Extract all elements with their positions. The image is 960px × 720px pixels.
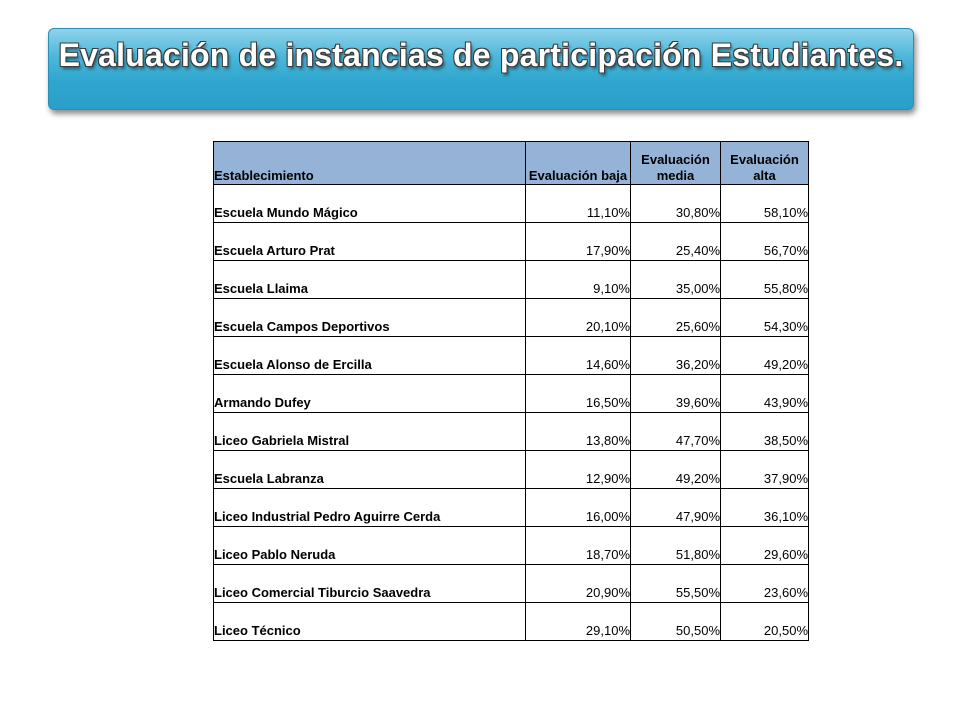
cell-alta: 43,90% xyxy=(721,375,809,413)
cell-baja: 11,10% xyxy=(526,185,631,223)
cell-media: 36,20% xyxy=(631,337,721,375)
cell-alta: 49,20% xyxy=(721,337,809,375)
cell-media: 49,20% xyxy=(631,451,721,489)
table-row xyxy=(214,375,809,413)
cell-baja: 16,50% xyxy=(526,375,631,413)
table-row xyxy=(214,185,809,223)
cell-alta: 29,60% xyxy=(721,527,809,565)
cell-baja: 9,10% xyxy=(526,261,631,299)
table-row xyxy=(214,565,809,603)
table-row xyxy=(214,261,809,299)
cell-establecimiento: Escuela Arturo Prat xyxy=(214,223,526,261)
cell-establecimiento: Escuela Labranza xyxy=(214,451,526,489)
table-row xyxy=(214,451,809,489)
cell-alta: 55,80% xyxy=(721,261,809,299)
cell-baja: 13,80% xyxy=(526,413,631,451)
cell-establecimiento: Liceo Técnico xyxy=(214,603,526,641)
cell-media: 47,70% xyxy=(631,413,721,451)
cell-alta: 38,50% xyxy=(721,413,809,451)
cell-alta: 56,70% xyxy=(721,223,809,261)
cell-alta: 23,60% xyxy=(721,565,809,603)
page-title: Evaluación de instancias de participación Estudiantes. xyxy=(58,37,904,73)
table-header-row xyxy=(214,142,809,185)
cell-baja: 18,70% xyxy=(526,527,631,565)
title-banner xyxy=(48,28,914,110)
table-row xyxy=(214,223,809,261)
cell-establecimiento: Liceo Industrial Pedro Aguirre Cerda xyxy=(214,489,526,527)
table-row xyxy=(214,413,809,451)
table-row xyxy=(214,527,809,565)
cell-baja: 29,10% xyxy=(526,603,631,641)
cell-media: 50,50% xyxy=(631,603,721,641)
cell-baja: 20,10% xyxy=(526,299,631,337)
cell-alta: 54,30% xyxy=(721,299,809,337)
cell-establecimiento: Escuela Mundo Mágico xyxy=(214,185,526,223)
header-establecimiento: Establecimiento xyxy=(214,142,526,185)
cell-baja: 17,90% xyxy=(526,223,631,261)
cell-establecimiento: Liceo Comercial Tiburcio Saavedra xyxy=(214,565,526,603)
header-evaluacion-baja: Evaluación baja xyxy=(526,142,631,185)
cell-media: 25,40% xyxy=(631,223,721,261)
cell-alta: 37,90% xyxy=(721,451,809,489)
cell-establecimiento: Escuela Alonso de Ercilla xyxy=(214,337,526,375)
table-row xyxy=(214,337,809,375)
cell-media: 55,50% xyxy=(631,565,721,603)
cell-alta: 36,10% xyxy=(721,489,809,527)
cell-baja: 12,90% xyxy=(526,451,631,489)
header-evaluacion-media: Evaluación media xyxy=(631,142,721,185)
cell-establecimiento: Armando Dufey xyxy=(214,375,526,413)
cell-alta: 20,50% xyxy=(721,603,809,641)
cell-media: 39,60% xyxy=(631,375,721,413)
cell-establecimiento: Liceo Gabriela Mistral xyxy=(214,413,526,451)
cell-establecimiento: Escuela Campos Deportivos xyxy=(214,299,526,337)
cell-baja: 14,60% xyxy=(526,337,631,375)
cell-media: 30,80% xyxy=(631,185,721,223)
table-row xyxy=(214,299,809,337)
cell-alta: 58,10% xyxy=(721,185,809,223)
cell-establecimiento: Escuela Llaima xyxy=(214,261,526,299)
cell-baja: 16,00% xyxy=(526,489,631,527)
table-row xyxy=(214,603,809,641)
evaluation-table xyxy=(213,141,809,641)
cell-establecimiento: Liceo Pablo Neruda xyxy=(214,527,526,565)
cell-baja: 20,90% xyxy=(526,565,631,603)
cell-media: 35,00% xyxy=(631,261,721,299)
table-row xyxy=(214,489,809,527)
cell-media: 51,80% xyxy=(631,527,721,565)
cell-media: 25,60% xyxy=(631,299,721,337)
cell-media: 47,90% xyxy=(631,489,721,527)
header-evaluacion-alta: Evaluación alta xyxy=(721,142,809,185)
